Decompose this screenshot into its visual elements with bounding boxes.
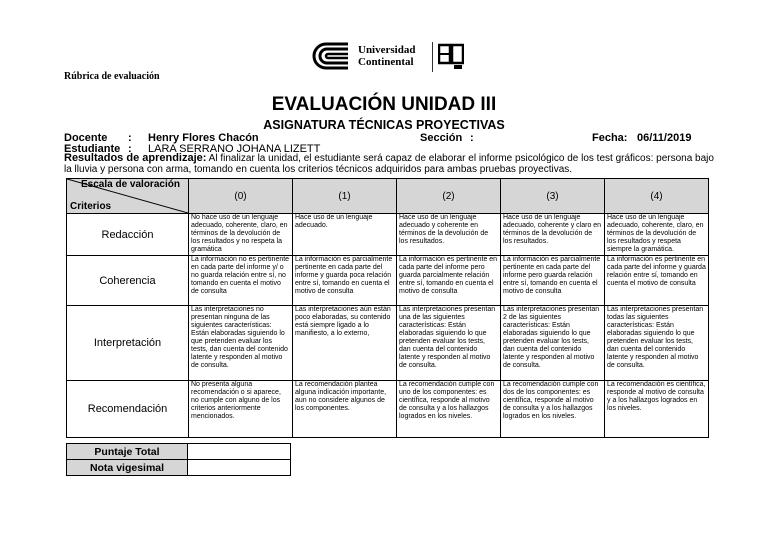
rubric-cell: Las interpretaciones presentan una de las siguientes características: Están elaboradas siguiendo lo que pretenden evaluar los tests, dan cuenta del contenido latente y responden al motivo de consulta. — [397, 306, 501, 381]
rubric-cell: La recomendación plantea alguna indicación importante, aun no considere algunos de los componentes. — [293, 381, 397, 438]
criterion-name: Interpretación — [67, 306, 189, 381]
rubric-cell: La recomendación cumple con dos de los componentes: es científica, responde al motivo de consulta y a los hallazgos logrados en los niveles. — [501, 381, 605, 438]
rubric-cell: Hace uso de un lenguaje adecuado. — [293, 214, 397, 256]
criterion-name: Coherencia — [67, 256, 189, 306]
rubric-cell: La información es parcialmente pertinente en cada parte del informe y guarda poca relación entre sí, tomando en cuenta el motivo de consulta — [293, 256, 397, 306]
rubric-cell: Las interpretaciones aún están poco elaboradas, su contenido está siempre ligado a lo manifiesto, a lo externo, — [293, 306, 397, 381]
estudiante-label: Estudiante — [64, 143, 121, 155]
level-header: (2) — [397, 179, 501, 214]
docente-colon: : — [128, 132, 132, 144]
seccion-colon: : — [470, 132, 474, 144]
university-logo — [312, 40, 492, 74]
learning-outcomes — [64, 153, 714, 175]
criterion-name: Redacción — [67, 214, 189, 256]
puntaje-row — [67, 444, 291, 460]
learning-outcomes-text: Al finalizar la unidad, el estudiante será capaz de elaborar el informe psicológico de los test gráficos: persona bajo la lluvia y persona con arma, tomando en cuenta los criterios técnicos adquiridos para ambas pruebas proyectivas. — [64, 153, 714, 175]
rubric-row-redaccion — [67, 214, 709, 256]
rubric-cell: La recomendación es científica, responde al motivo de consulta y a los hallazgos logrados en los niveles. — [605, 381, 709, 438]
rubric-cell: Las interpretaciones no presentan ninguna de las siguientes características: Están elaboradas siguiendo lo que pretenden evaluar los tests, dan cuenta del contenido latente y responden al motivo de consulta. — [189, 306, 293, 381]
level-header: (0) — [189, 179, 293, 214]
estudiante-value: LARA SERRANO JOHANA LIZETT — [148, 143, 321, 155]
rubric-cell: Las interpretaciones presentan todas las siguientes características: Están elaboradas siguiendo lo que pretenden evaluar los tests, dan cuenta del contenido latente y responden al motivo de consulta. — [605, 306, 709, 381]
level-header: (3) — [501, 179, 605, 214]
criteria-label: Criterios — [70, 201, 112, 212]
rubric-row-coherencia — [67, 256, 709, 306]
rubric-cell: La recomendación cumple con uno de los componentes: es científica, responde al motivo de consulta y a los hallazgos logrados en los niveles. — [397, 381, 501, 438]
nota-row — [67, 460, 291, 476]
fecha-label: Fecha: — [592, 132, 628, 144]
estudiante-colon: : — [128, 143, 132, 155]
rubric-cell: La información es pertinente en cada parte del informe y guarda relación entre sí, tomando en cuenta el motivo de consulta — [605, 256, 709, 306]
anniversary-mark-icon — [438, 43, 464, 71]
rubric-cell: Hace uso de un lenguaje adecuado y coherente en términos de la devolución de los resultados. — [397, 214, 501, 256]
level-header: (1) — [293, 179, 397, 214]
rubric-row-interpretacion — [67, 306, 709, 381]
totals-table — [66, 443, 291, 476]
rubric-cell: Hace uso de un lenguaje adecuado, coherente, claro, en términos de la devolución de los resultados y respeta siempre la gramática. — [605, 214, 709, 256]
rubric-cell: La información es pertinente en cada parte del informe pero guarda parcialmente relación entre sí, tomando en cuenta el motivo de consulta — [397, 256, 501, 306]
rubric-table — [66, 178, 709, 438]
page-title: EVALUACIÓN UNIDAD III — [271, 94, 497, 115]
puntaje-value-field[interactable] — [188, 444, 291, 460]
learning-outcomes-label: Resultados de aprendizaje: — [64, 152, 207, 164]
logo-text — [358, 44, 415, 68]
rubric-cell: No presenta alguna recomendación o si aparece, no cumple con alguno de los criterios anteriormente mencionados. — [189, 381, 293, 438]
page-subtitle: ASIGNATURA TÉCNICAS PROYECTIVAS — [263, 118, 505, 132]
scale-label: Escala de valoración — [81, 179, 180, 190]
rubric-header-row — [67, 179, 709, 214]
criterion-name: Recomendación — [67, 381, 189, 438]
rubric-cell: Hace uso de un lenguaje adecuado, coherente y claro en términos de la devolución de los resultados. — [501, 214, 605, 256]
rubric-label: Rúbrica de evaluación — [64, 71, 160, 82]
level-header: (4) — [605, 179, 709, 214]
rubric-row-recomendacion — [67, 381, 709, 438]
puntaje-label: Puntaje Total — [67, 444, 188, 460]
criteria-header-cell — [67, 179, 189, 214]
nota-label: Nota vigesimal — [67, 460, 188, 476]
rubric-cell: Las interpretaciones presentan 2 de las siguientes características: Están elaboradas siguiendo lo que pretenden evaluar los tests, dan cuenta del contenido latente y responden al motivo de consulta. — [501, 306, 605, 381]
logo-divider — [432, 42, 433, 72]
rubric-cell: No hace uso de un lenguaje adecuado, coherente, claro, en términos de la devolución de los resultados y no respeta la gramática — [189, 214, 293, 256]
fecha-value: 06/11/2019 — [637, 132, 692, 144]
continental-logo-icon — [312, 40, 352, 72]
logo-line1: Universidad — [358, 44, 416, 56]
nota-value-field[interactable] — [188, 460, 291, 476]
logo-line2: Continental — [358, 56, 414, 68]
docente-label: Docente — [64, 132, 108, 144]
docente-value: Henry Flores Chacón — [148, 132, 259, 144]
rubric-cell: La información no es pertinente en cada parte del informe y/ o no guarda relación entre sí, no tomando en cuenta el motivo de consulta — [189, 256, 293, 306]
seccion-label: Sección — [420, 132, 463, 144]
rubric-cell: La información es parcialmente pertinente en cada parte del informe pero guarda relación entre sí, tomando en cuenta el motivo de consulta — [501, 256, 605, 306]
